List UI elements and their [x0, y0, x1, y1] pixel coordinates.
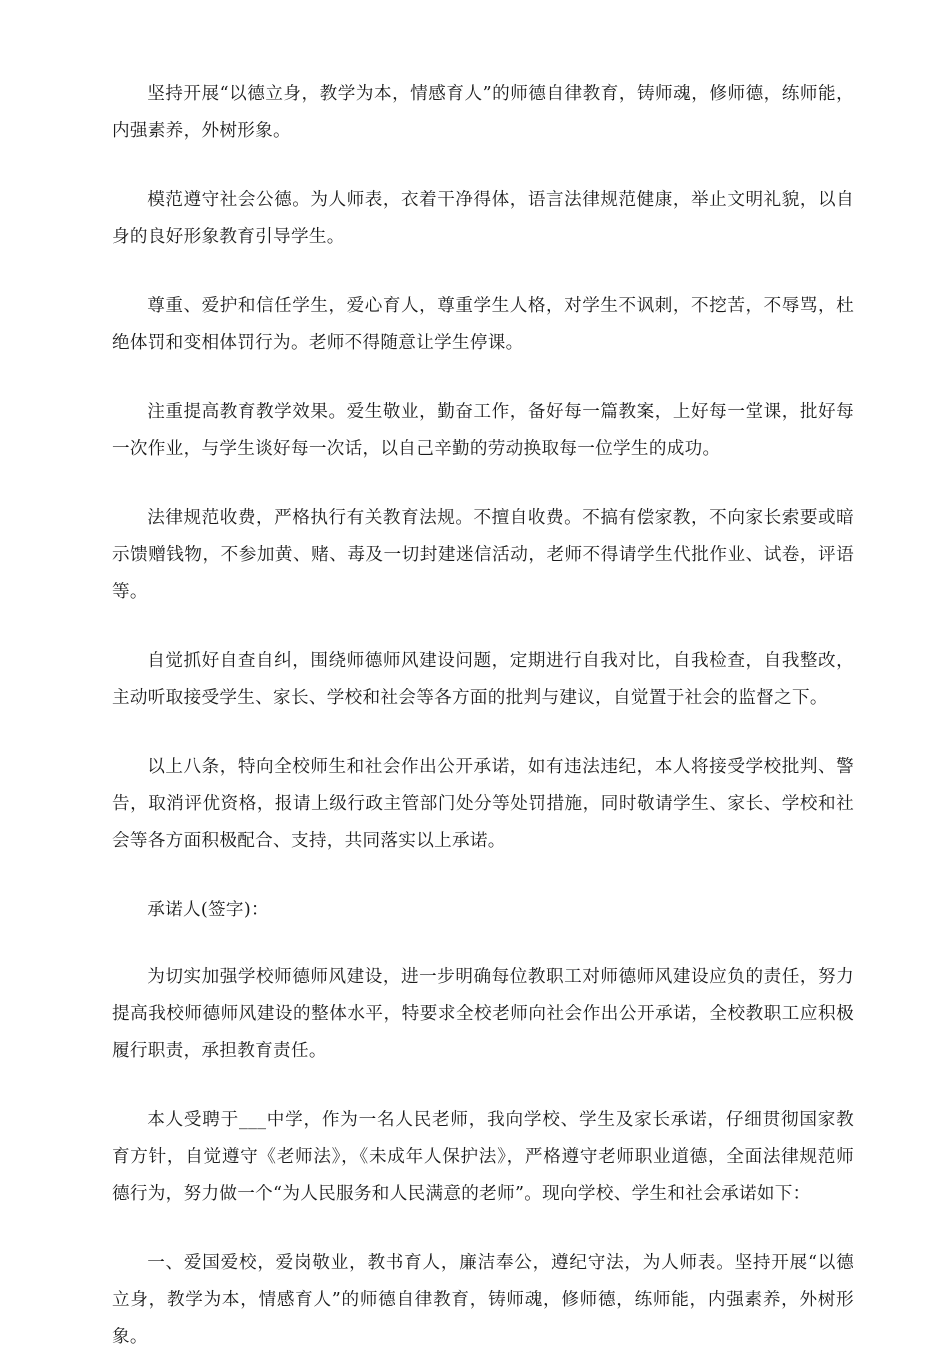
- paragraph-item-one: 一、爱国爱校，爱岗敬业，教书育人，廉洁奉公，遵纪守法，为人师表。坚持开展“以德立身，教学为本，情感育人”的师德自律教育，铸师魂，修师德，练师能，内强素养，外树形象。: [112, 1253, 854, 1347]
- paragraph-strengthen-ethics: 为切实加强学校师德师风建设，进一步明确每位教职工对师德师风建设应负的责任，努力提高我校师德师风建设的整体水平，特要求全校老师向社会作出公开承诺，全校教职工应积极履行职责，承担教育责任。: [112, 967, 854, 1061]
- paragraph-personal-pledge: 本人受聘于___中学，作为一名人民老师，我向学校、学生及家长承诺，仔细贯彻国家教育方针，自觉遵守《老师法》，《未成年人保护法》，严格遵守老师职业道德，全面法律规范师德行为，努力做一个“为人民服务和人民满意的老师”。现向学校、学生和社会承诺如下：: [112, 1110, 854, 1204]
- signature-line: 承诺人(签字)：: [147, 900, 269, 920]
- paragraph-ethics-education: 坚持开展“以德立身，教学为本，情感育人”的师德自律教育，铸师魂，修师德，练师能，内强素养，外树形象。: [112, 84, 854, 141]
- paragraph-social-morality: 模范遵守社会公德。为人师表，衣着干净得体，语言法律规范健康，举止文明礼貌，以自身的良好形象教育引导学生。: [112, 190, 854, 247]
- paragraph-public-commitment: 以上八条，特向全校师生和社会作出公开承诺，如有违法违纪，本人将接受学校批判、警告，取消评优资格，报请上级行政主管部门处分等处罚措施，同时敬请学生、家长、学校和社会等各方面积极配合、支持，共同落实以上承诺。: [112, 757, 854, 851]
- paragraph-fees-regulation: 法律规范收费，严格执行有关教育法规。不擅自收费。不搞有偿家教，不向家长索要或暗示馈赠钱物，不参加黄、赌、毒及一切封建迷信活动，老师不得请学生代批作业、试卷，评语等。: [112, 508, 854, 602]
- paragraph-teaching-quality: 注重提高教育教学效果。爱生敬业，勤奋工作，备好每一篇教案，上好每一堂课，批好每一次作业，与学生谈好每一次话，以自己辛勤的劳动换取每一位学生的成功。: [112, 402, 854, 459]
- paragraph-self-inspection: 自觉抓好自查自纠，围绕师德师风建设问题，定期进行自我对比，自我检查，自我整改，主动听取接受学生、家长、学校和社会等各方面的批判与建议，自觉置于社会的监督之下。: [112, 651, 854, 708]
- paragraph-respect-students: 尊重、爱护和信任学生，爱心育人，尊重学生人格，对学生不讽刺，不挖苦，不辱骂，杜绝体罚和变相体罚行为。老师不得随意让学生停课。: [112, 296, 854, 353]
